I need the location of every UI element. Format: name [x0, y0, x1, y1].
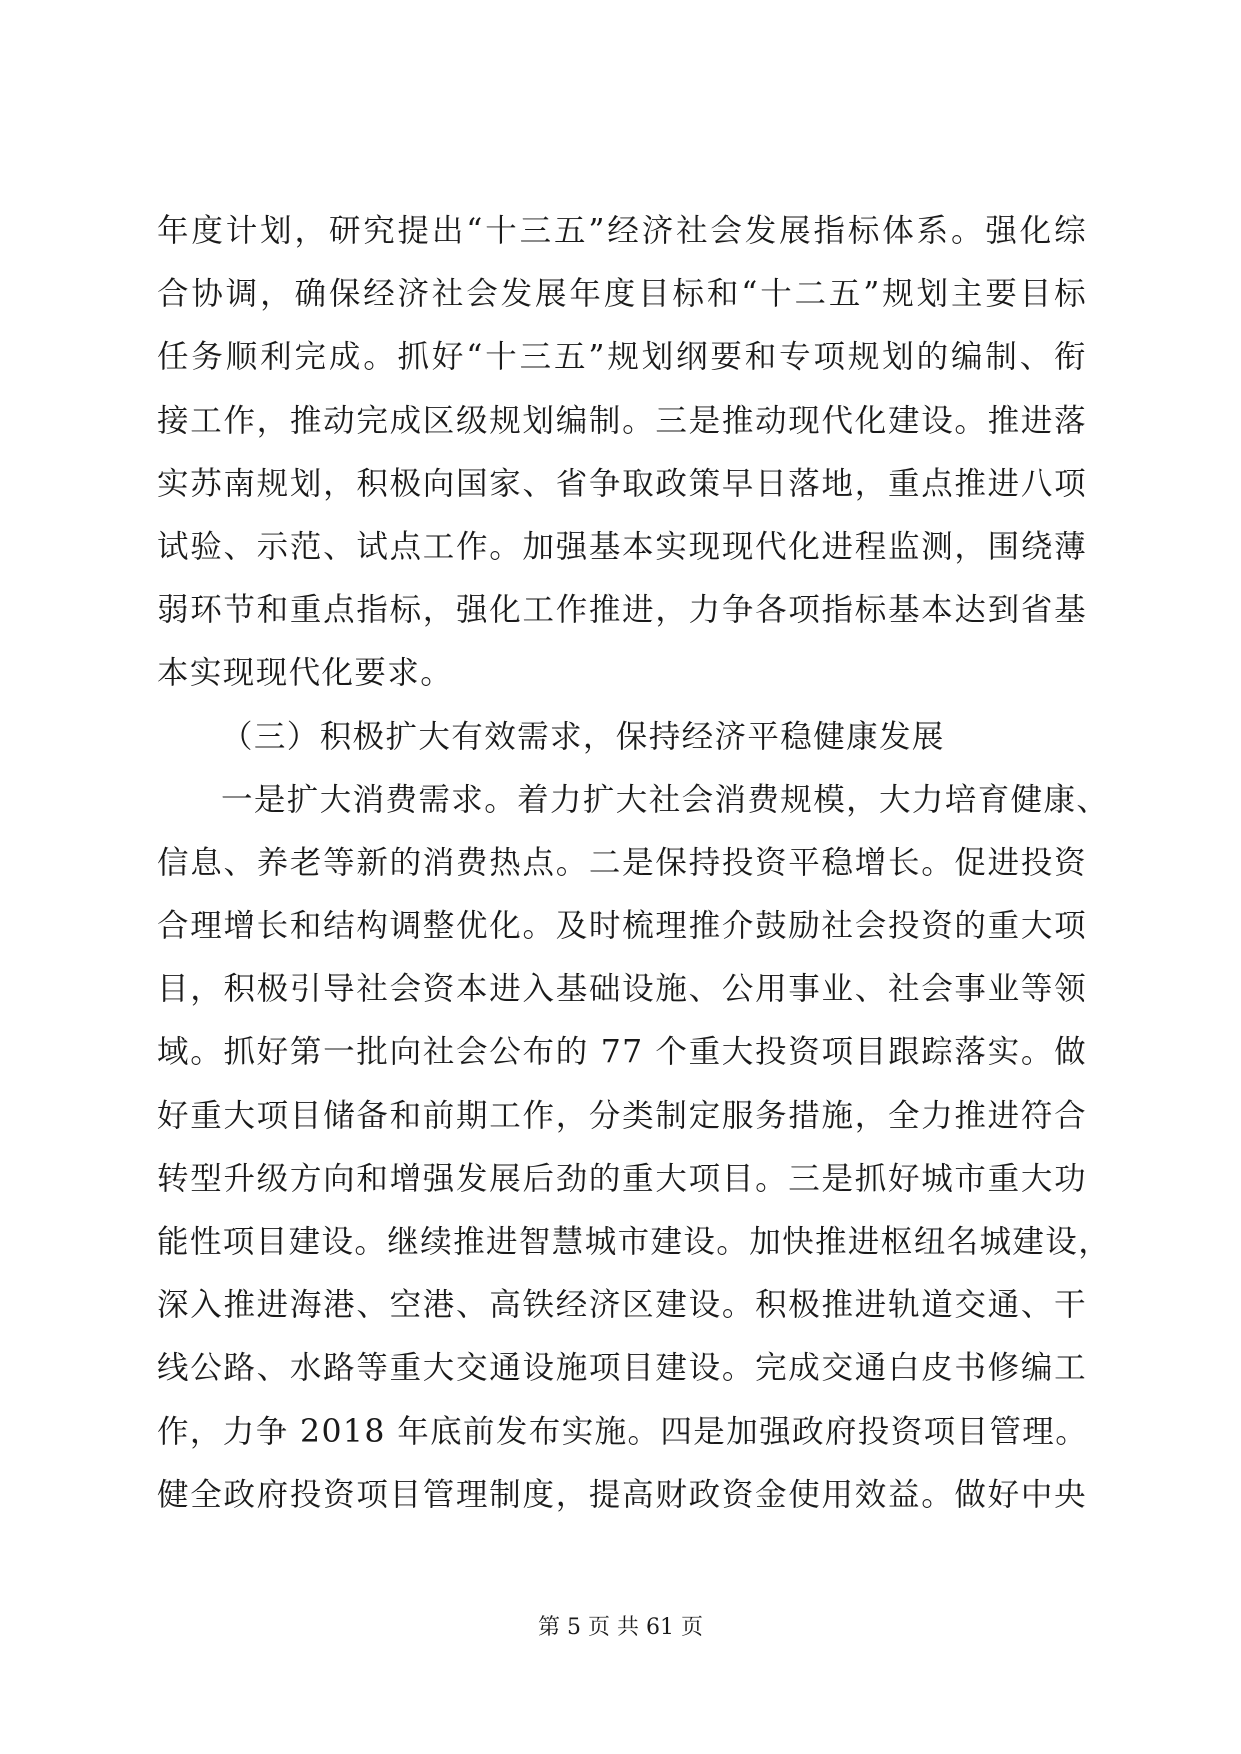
- text-line: 好重大项目储备和前期工作，分类制定服务措施，全力推进符合: [157, 1097, 1087, 1134]
- text-line: 信息、养老等新的消费热点。二是保持投资平稳增长。促进投资: [157, 844, 1087, 881]
- text-line: 任务顺利完成。抓好“十三五”规划纲要和专项规划的编制、衔: [157, 339, 1087, 376]
- text-line: 转型升级方向和增强发展后劲的重大项目。三是抓好城市重大功: [157, 1160, 1087, 1197]
- text-line-paragraph-end: 本实现现代化要求。: [157, 655, 454, 692]
- text-line: 年度计划，研究提出“十三五”经济社会发展指标体系。强化综: [157, 213, 1087, 249]
- text-line: 域。抓好第一批向社会公布的 77 个重大投资项目跟踪落实。做: [157, 1034, 1087, 1071]
- text-line: 能性项目建设。继续推进智慧城市建设。加快推进枢纽名城建设，: [157, 1224, 1112, 1260]
- text-line: 健全政府投资项目管理制度，提高财政资金使用效益。做好中央: [157, 1476, 1087, 1513]
- text-line: 试验、示范、试点工作。加强基本实现现代化进程监测，围绕薄: [157, 528, 1087, 565]
- document-body: [157, 200, 1112, 1527]
- text-line: 作，力争 2018 年底前发布实施。四是加强政府投资项目管理。: [157, 1413, 1089, 1450]
- text-line: 合理增长和结构调整优化。及时梳理推介鼓励社会投资的重大项: [157, 908, 1087, 945]
- section-heading: （三）积极扩大有效需求，保持经济平稳健康发展: [221, 718, 945, 755]
- text-line: 弱环节和重点指标，强化工作推进，力争各项指标基本达到省基: [157, 592, 1087, 629]
- text-line: 目，积极引导社会资本进入基础设施、公用事业、社会事业等领: [157, 971, 1087, 1008]
- text-line: 接工作，推动完成区级规划编制。三是推动现代化建设。推进落: [157, 402, 1087, 439]
- text-line: 深入推进海港、空港、高铁经济区建设。积极推进轨道交通、干: [157, 1287, 1087, 1324]
- text-line: 实苏南规划，积极向国家、省争取政策早日落地，重点推进八项: [157, 465, 1087, 502]
- text-line-paragraph-start: 一是扩大消费需求。着力扩大社会消费规模，大力培育健康、: [221, 781, 1110, 818]
- text-line: 合协调，确保经济社会发展年度目标和“十二五”规划主要目标: [157, 276, 1087, 313]
- text-line: 线公路、水路等重大交通设施项目建设。完成交通白皮书修编工: [157, 1350, 1087, 1387]
- page-number-footer: 第 5 页 共 61 页: [538, 1615, 703, 1640]
